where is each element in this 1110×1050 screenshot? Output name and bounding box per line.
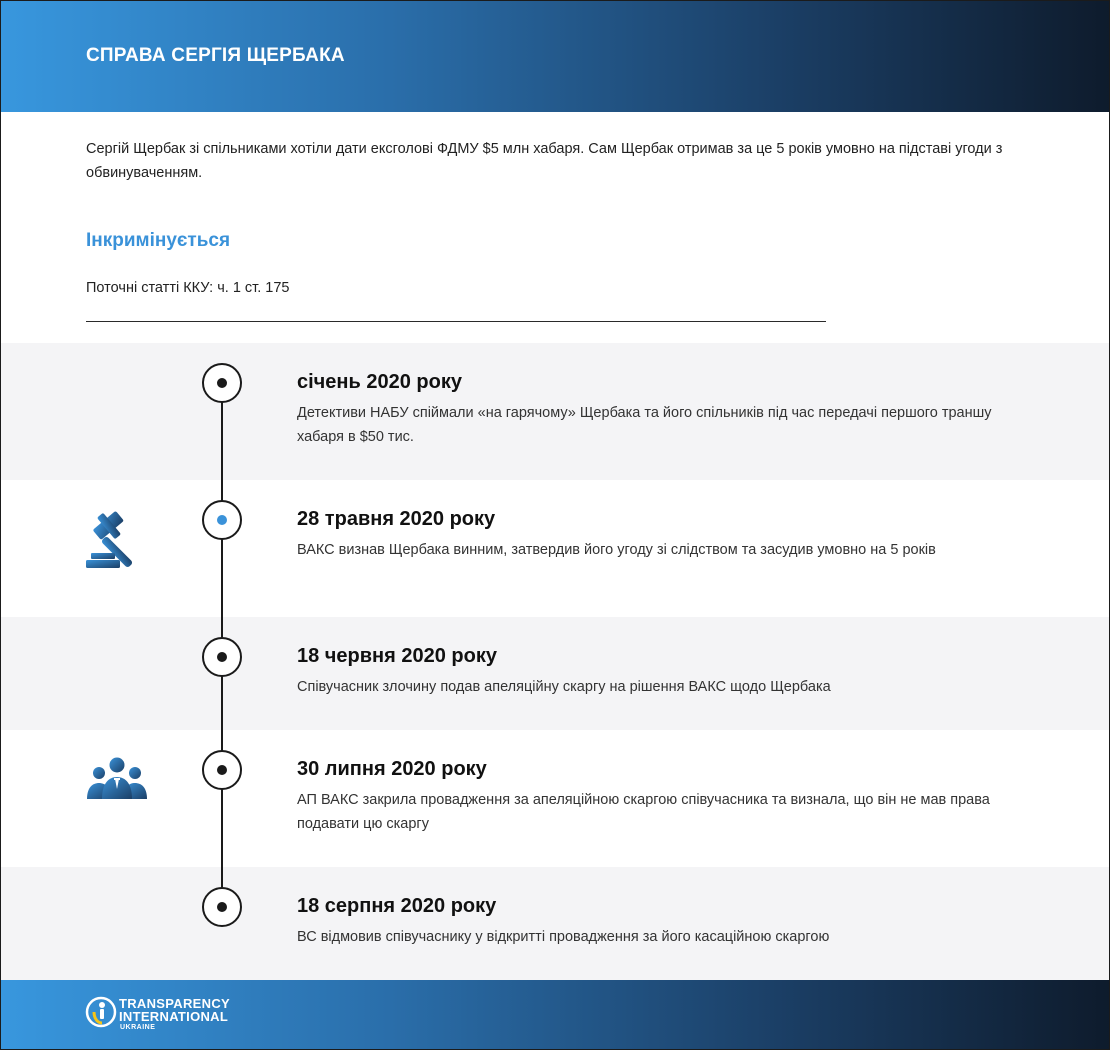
judges-panel-icon <box>85 753 149 806</box>
logo-line-2: INTERNATIONAL <box>119 1009 229 1024</box>
logo-line-3: UKRAINE <box>120 1024 156 1031</box>
timeline-row <box>1 617 1110 730</box>
event-date: 18 червня 2020 року <box>297 645 497 667</box>
timeline-node <box>202 363 242 403</box>
event-date: січень 2020 року <box>297 371 462 393</box>
footer-banner <box>1 980 1110 1050</box>
incriminated-articles: Поточні статті ККУ: ч. 1 ст. 175 <box>86 280 290 296</box>
timeline-node-dot <box>217 378 227 388</box>
timeline-node-dot <box>217 765 227 775</box>
event-description: ВС відмовив співучаснику у відкритті провадження за його касаційною скаргою <box>297 929 830 945</box>
event-description: АП ВАКС закрила провадження за апеляційною скаргою співучасника та визнала, що він не мав права подавати цю скаргу <box>297 792 990 832</box>
event-date: 28 травня 2020 року <box>297 508 496 530</box>
case-summary: Сергій Щербак зі спільниками хотіли дати ексголові ФДМУ $5 млн хабаря. Сам Щербак отримав за це 5 років умовно на підставі угоди з обвинуваченням. <box>86 141 1003 181</box>
logo-line-1: TRANSPARENCY <box>119 996 230 1011</box>
event-date: 30 липня 2020 року <box>297 758 487 780</box>
event-description: ВАКС визнав Щербака винним, затвердив його угоду зі слідством та засудив умовно на 5 років <box>297 542 936 558</box>
timeline-node-dot <box>217 652 227 662</box>
timeline-node <box>202 637 242 677</box>
timeline-node-active <box>202 500 242 540</box>
timeline-row <box>1 867 1110 980</box>
section-divider <box>86 321 826 322</box>
timeline-node-dot <box>217 515 227 525</box>
event-description: Співучасник злочину подав апеляційну скаргу на рішення ВАКС щодо Щербака <box>297 679 831 695</box>
timeline-node <box>202 887 242 927</box>
timeline <box>1 343 1110 980</box>
event-description: Детективи НАБУ спіймали «на гарячому» Щербака та його спільників під час передачі першого траншу хабаря в $50 тис. <box>297 405 992 445</box>
transparency-international-logo-icon <box>85 996 117 1028</box>
event-date: 18 серпня 2020 року <box>297 895 497 917</box>
header-banner <box>1 1 1110 112</box>
gavel-icon <box>85 509 149 576</box>
timeline-node-dot <box>217 902 227 912</box>
timeline-node <box>202 750 242 790</box>
incriminated-heading: Інкримінується <box>86 230 231 251</box>
page-title: СПРАВА СЕРГІЯ ЩЕРБАКА <box>86 45 345 66</box>
transparency-international-wordmark <box>119 997 230 1032</box>
